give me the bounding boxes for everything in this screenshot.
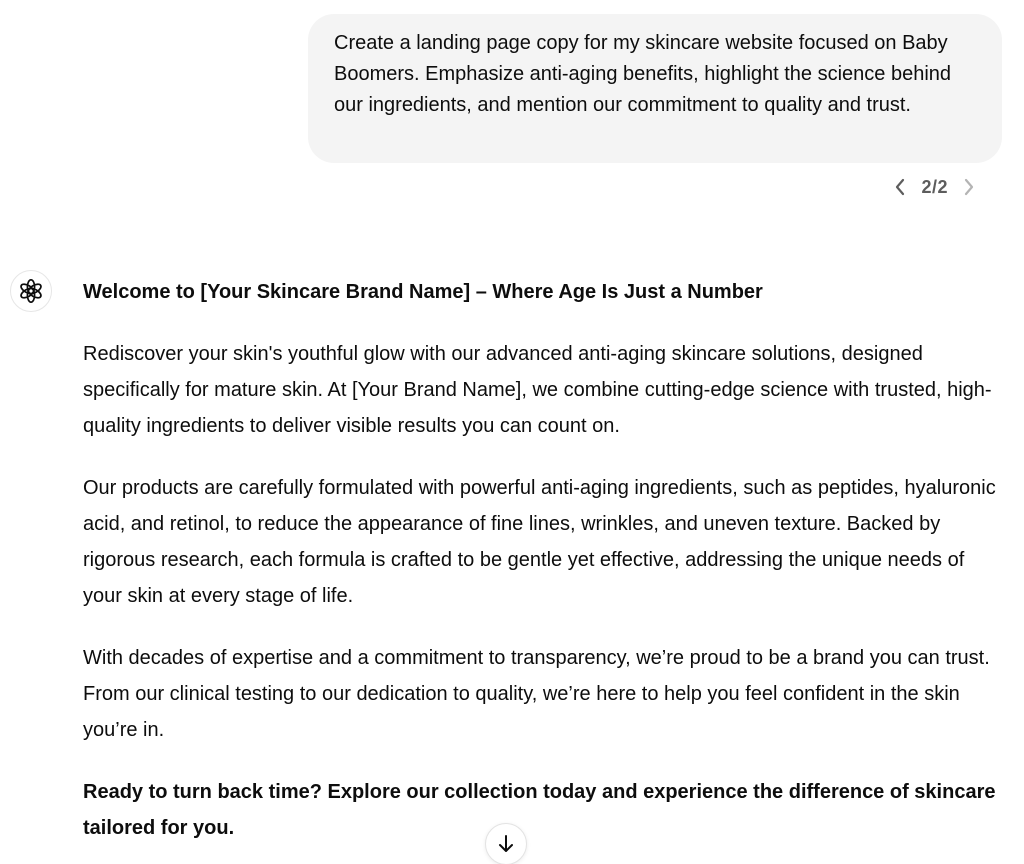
assistant-response	[83, 274, 1008, 846]
scroll-to-bottom-button[interactable]	[485, 823, 527, 864]
pager-count: 2/2	[921, 176, 948, 197]
chevron-right-icon[interactable]	[958, 174, 980, 200]
chevron-left-icon[interactable]	[889, 174, 911, 200]
response-paragraph: With decades of expertise and a commitment to transparency, we’re proud to be a brand you can trust. From our clinical testing to our dedication to quality, we’re here to help you feel confident in the skin you’re in.	[83, 647, 990, 741]
response-paragraph: Rediscover your skin's youthful glow with our advanced anti-aging skincare solutions, designed specifically for mature skin. At [Your Brand Name], we combine cutting-edge science with trusted, high-quality ingredients to deliver visible results you can count on.	[83, 343, 992, 437]
response-pager	[889, 174, 980, 200]
response-heading: Welcome to [Your Skincare Brand Name] – Where Age Is Just a Number	[83, 281, 763, 303]
assistant-avatar	[10, 270, 52, 312]
response-cta: Ready to turn back time? Explore our collection today and experience the difference of skincare tailored for you.	[83, 781, 996, 839]
user-message-bubble	[308, 14, 1002, 163]
arrow-down-icon	[497, 834, 515, 854]
openai-logo-icon	[18, 278, 44, 304]
response-paragraph: Our products are carefully formulated with powerful anti-aging ingredients, such as peptides, hyaluronic acid, and retinol, to reduce the appearance of fine lines, wrinkles, and uneven texture. Backed by rigorous research, each formula is crafted to be gentle yet effective, addressing the unique needs of your skin at every stage of life.	[83, 477, 996, 607]
user-message-text: Create a landing page copy for my skincare website focused on Baby Boomers. Emphasize anti-aging benefits, highlight the science behind our ingredients, and mention our commitment to quality and trust.	[334, 32, 952, 116]
